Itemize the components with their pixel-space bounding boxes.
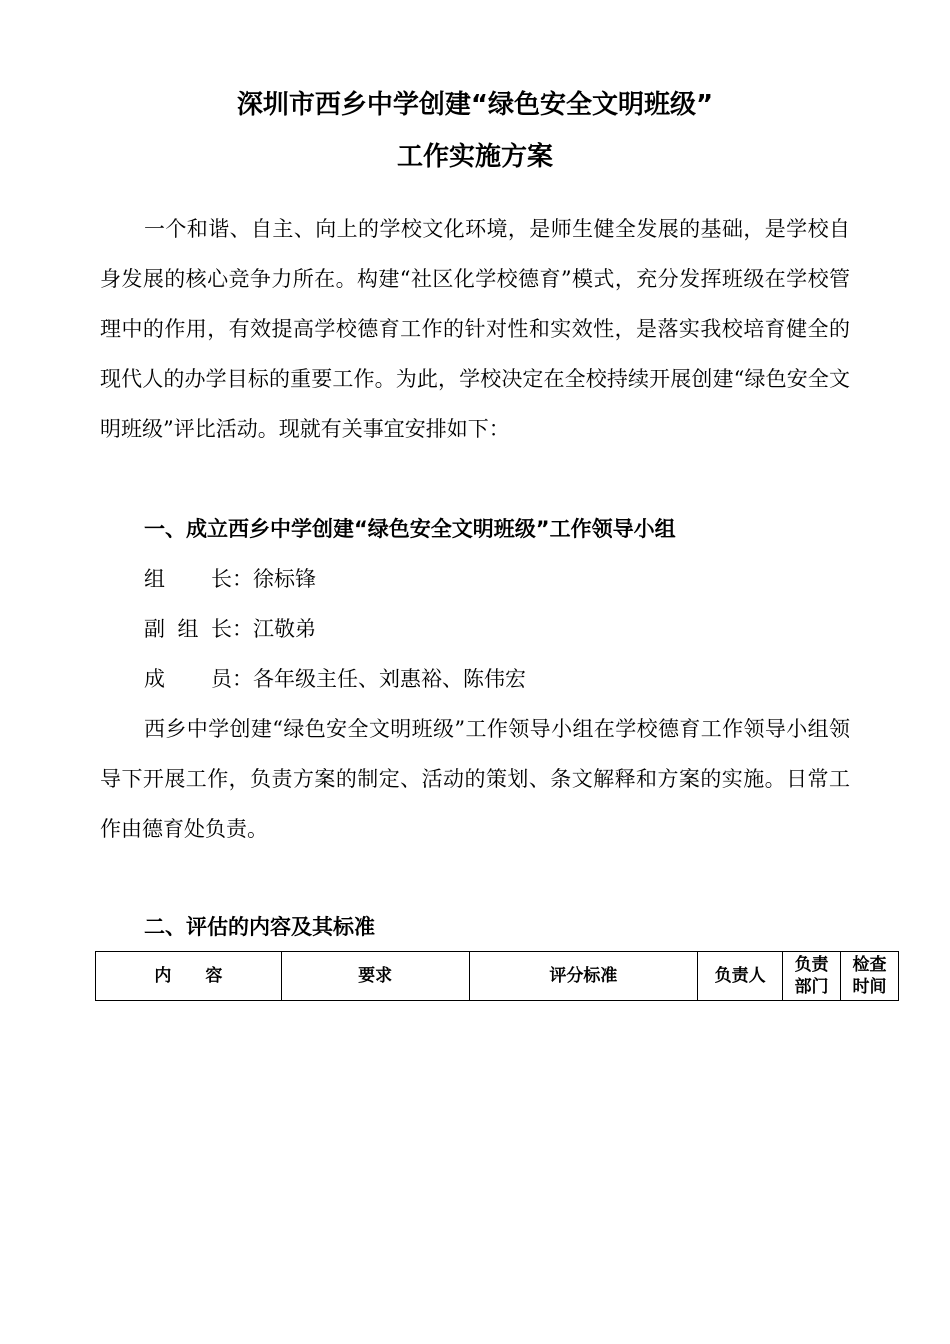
member-name: ：各年级主任、刘惠裕、陈伟宏	[232, 667, 526, 691]
member-role: 组长	[144, 567, 232, 591]
member-name: ：江敬弟	[232, 617, 316, 641]
header-responsible-person: 负责人	[698, 952, 783, 1001]
header-responsible-department: 负责 部门	[783, 952, 841, 1001]
intro-paragraph: 一个和谐、自主、向上的学校文化环境，是师生健全发展的基础，是学校自身发展的核心竞争力所在。构建“社区化学校德育”模式，充分发挥班级在学校管理中的作用，有效提高学校德育工作的针对性和实效性，是落实我校培育健全的现代人的办学目标的重要工作。为此，学校决定在全校持续开展创建“绿色安全文明班级”评比活动。现就有关事宜安排如下：	[100, 217, 850, 441]
section-2-heading: 二、评估的内容及其标准	[144, 915, 375, 939]
member-role: 成员	[144, 667, 232, 691]
member-name: ：徐标锋	[232, 567, 316, 591]
document-title: 深圳市西乡中学创建“绿色安全文明班级”	[236, 90, 714, 120]
evaluation-standards-table	[95, 951, 899, 1001]
section-1-description: 西乡中学创建“绿色安全文明班级”工作领导小组在学校德育工作领导小组领导下开展工作，负责方案的制定、活动的策划、条文解释和方案的实施。日常工作由德育处负责。	[100, 717, 850, 841]
header-requirement: 要求	[281, 952, 469, 1001]
section-1-heading: 一、成立西乡中学创建“绿色安全文明班级”工作领导小组	[144, 517, 676, 541]
member-leader	[144, 564, 316, 594]
header-content: 内 容	[96, 952, 282, 1001]
header-scoring-standard: 评分标准	[469, 952, 698, 1001]
member-role: 副组长	[144, 617, 232, 641]
member-members	[144, 664, 526, 694]
table-header-row	[96, 952, 899, 1001]
member-deputy-leader	[144, 614, 316, 644]
header-inspection-time: 检查 时间	[841, 952, 899, 1001]
document-subtitle: 工作实施方案	[396, 142, 553, 172]
